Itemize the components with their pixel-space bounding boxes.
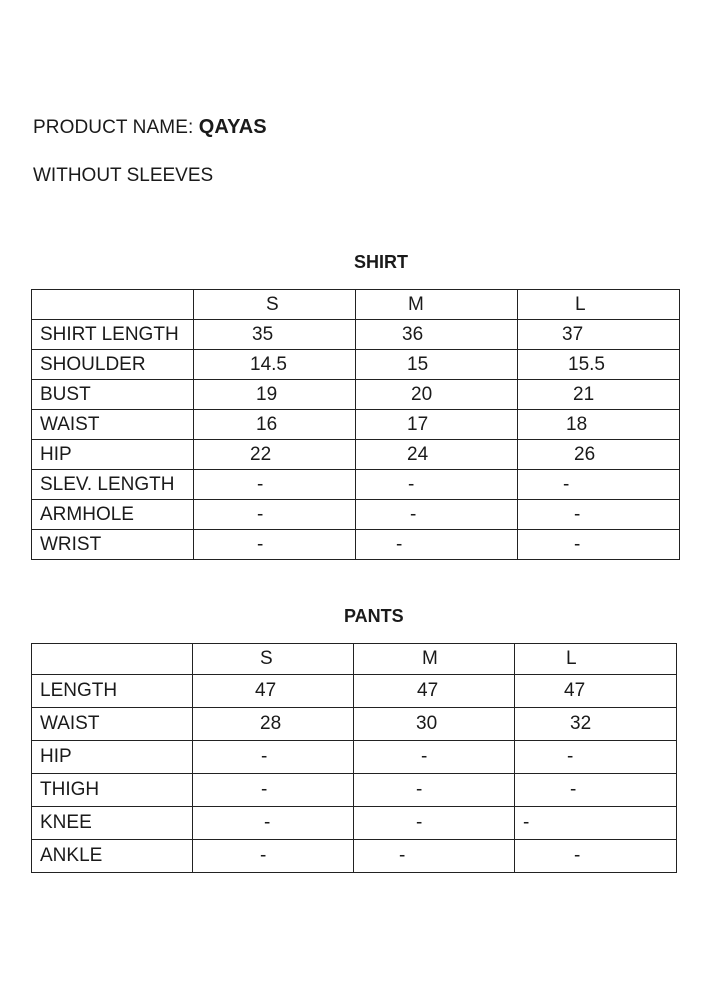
pants-header-row [32,644,677,675]
pants-row-length [32,675,677,708]
shirt-value-text: 26 [574,443,596,465]
pants-value-s [193,708,354,741]
shirt-value-s [194,320,356,350]
shirt-value-l [518,530,680,560]
pants-measurement-label: THIGH [32,774,193,807]
shirt-value-l [518,470,680,500]
pants-value-text: - [416,812,423,833]
pants-value-s [193,840,354,873]
shirt-row-bust [32,380,680,410]
shirt-value-text: 22 [250,443,272,465]
pants-value-s [193,774,354,807]
product-subtitle: WITHOUT SLEEVES [33,165,214,186]
pants-value-text: - [523,812,530,833]
shirt-value-text: 15 [407,353,429,375]
product-name-line [33,116,267,139]
shirt-header-size-m [356,290,518,320]
shirt-value-m [356,320,518,350]
shirt-value-text: - [574,533,581,555]
pants-table-body [32,644,677,873]
pants-value-text: - [574,845,581,866]
pants-value-text: 32 [570,713,592,734]
pants-value-text: - [261,779,268,800]
pants-value-l [515,675,677,708]
shirt-row-shirt-length [32,320,680,350]
pants-value-text: - [399,845,406,866]
shirt-value-l [518,440,680,470]
shirt-measurement-label: WRIST [32,530,194,560]
pants-value-text: - [261,746,268,767]
shirt-value-text: 20 [411,383,433,405]
shirt-value-text: - [574,503,581,525]
shirt-value-text: 18 [566,413,588,435]
shirt-value-s [194,380,356,410]
pants-row-hip [32,741,677,774]
pants-value-text: 47 [564,680,586,701]
shirt-value-m [356,350,518,380]
shirt-size-table [31,289,680,560]
shirt-value-m [356,470,518,500]
pants-measurement-label: HIP [32,741,193,774]
shirt-value-s [194,410,356,440]
pants-value-s [193,675,354,708]
shirt-value-s [194,500,356,530]
shirt-measurement-label: HIP [32,440,194,470]
shirt-value-text: - [563,473,570,495]
shirt-value-text: - [408,473,415,495]
shirt-measurement-label: SHOULDER [32,350,194,380]
shirt-value-text: - [396,533,403,555]
shirt-value-l [518,410,680,440]
pants-value-text: - [260,845,267,866]
shirt-value-text: 16 [256,413,278,435]
pants-value-m [354,807,515,840]
shirt-value-l [518,350,680,380]
pants-measurement-label: KNEE [32,807,193,840]
shirt-header-label: L [575,293,586,315]
shirt-measurement-label: WAIST [32,410,194,440]
shirt-table-body [32,290,680,560]
shirt-header-size-l [518,290,680,320]
pants-header-size-m [354,644,515,675]
shirt-measurement-label: ARMHOLE [32,500,194,530]
shirt-header-size-s [194,290,356,320]
shirt-header-label: S [266,293,279,315]
product-name-value: QAYAS [198,116,267,138]
pants-measurement-label: WAIST [32,708,193,741]
pants-row-waist [32,708,677,741]
shirt-measurement-label: BUST [32,380,194,410]
shirt-value-text: 21 [573,383,595,405]
shirt-section-title: SHIRT [354,252,408,272]
pants-value-l [515,741,677,774]
shirt-value-l [518,320,680,350]
pants-value-text: 47 [255,680,277,701]
pants-header-size-l [515,644,677,675]
pants-value-l [515,708,677,741]
pants-header-corner [32,644,193,675]
shirt-value-text: 17 [407,413,429,435]
pants-value-m [354,741,515,774]
pants-header-size-s [193,644,354,675]
pants-size-table [31,643,677,873]
pants-value-m [354,840,515,873]
pants-row-knee [32,807,677,840]
pants-value-s [193,807,354,840]
shirt-value-text: - [257,533,264,555]
shirt-row-armhole [32,500,680,530]
pants-value-text: 30 [416,713,438,734]
shirt-value-s [194,440,356,470]
pants-measurement-label: LENGTH [32,675,193,708]
shirt-value-text: 14.5 [250,353,287,375]
shirt-value-text: - [257,473,264,495]
shirt-value-text: 37 [562,323,584,345]
pants-value-text: - [416,779,423,800]
pants-measurement-label: ANKLE [32,840,193,873]
pants-value-l [515,840,677,873]
pants-value-m [354,774,515,807]
pants-value-text: 47 [417,680,439,701]
pants-section-title: PANTS [344,606,404,626]
pants-value-m [354,675,515,708]
shirt-header-corner [32,290,194,320]
shirt-value-text: 24 [407,443,429,465]
shirt-row-wrist [32,530,680,560]
product-name-label: PRODUCT NAME: [33,117,194,138]
pants-header-label: M [422,648,438,669]
shirt-value-m [356,440,518,470]
shirt-value-m [356,410,518,440]
pants-row-thigh [32,774,677,807]
shirt-value-l [518,500,680,530]
shirt-value-m [356,380,518,410]
shirt-value-text: - [410,503,417,525]
pants-value-text: - [421,746,428,767]
shirt-row-shoulder [32,350,680,380]
pants-header-label: L [566,648,577,669]
shirt-row-waist [32,410,680,440]
pants-value-text: - [567,746,574,767]
shirt-value-text: - [257,503,264,525]
pants-value-text: - [264,812,271,833]
pants-value-text: - [570,779,577,800]
shirt-value-s [194,530,356,560]
shirt-value-s [194,350,356,380]
shirt-header-row [32,290,680,320]
pants-value-text: 28 [260,713,282,734]
shirt-measurement-label: SHIRT LENGTH [32,320,194,350]
shirt-value-text: 15.5 [568,353,605,375]
pants-value-l [515,774,677,807]
shirt-value-s [194,470,356,500]
shirt-value-l [518,380,680,410]
shirt-value-m [356,530,518,560]
shirt-row-hip [32,440,680,470]
pants-value-s [193,741,354,774]
shirt-header-label: M [408,293,424,315]
shirt-value-text: 36 [402,323,424,345]
pants-value-m [354,708,515,741]
pants-header-label: S [260,648,273,669]
shirt-measurement-label: SLEV. LENGTH [32,470,194,500]
shirt-value-text: 35 [252,323,274,345]
pants-row-ankle [32,840,677,873]
pants-value-l [515,807,677,840]
shirt-value-m [356,500,518,530]
shirt-value-text: 19 [256,383,278,405]
shirt-row-slev-length [32,470,680,500]
